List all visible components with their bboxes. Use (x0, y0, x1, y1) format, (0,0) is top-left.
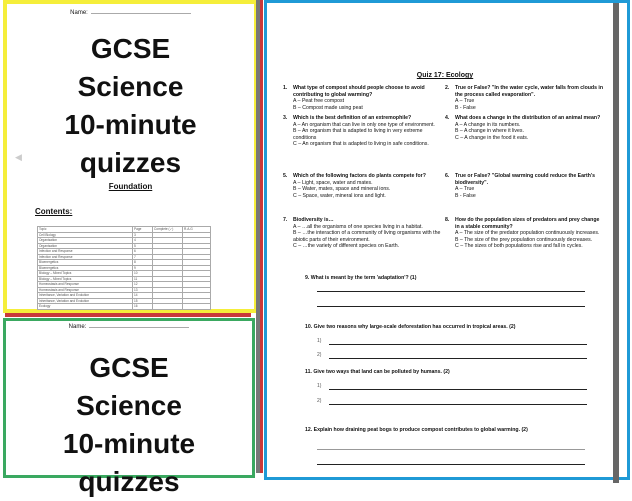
divider (5, 313, 251, 317)
answer-option: B – Water, mates, space and mineral ions. (293, 186, 391, 193)
answer-option: B – A change in where it lives. (455, 128, 524, 135)
quiz-page[interactable] (264, 0, 630, 480)
table-row: Inheritance, Variation and Evolution 15 (38, 298, 211, 304)
answer-option: A – True (455, 186, 475, 193)
answer-option: C – An organism that is adapted to living in safe conditions. (293, 141, 429, 148)
question-5: 5. Which of the following factors do plants compete for? A – Light, space, water and mates. B – Water, mates, space and mineral ions. C – Space, water, mineral ions and light. (293, 173, 443, 199)
table-row: Organisation 4 (38, 238, 211, 244)
contents-heading: Contents: (35, 207, 73, 216)
answer-option: A – An organism that can live in only one type of environment. (293, 121, 435, 128)
table-row: Biology – Mixed Topics 10 (38, 271, 211, 277)
question-11: 11. Give two ways that land can be polluted by humans. (2) (305, 369, 450, 375)
divider (260, 0, 263, 473)
answer-number: 2) (317, 352, 322, 358)
name-field: Name: (6, 324, 252, 330)
answer-option: A – Peat free compost (293, 98, 345, 105)
table-row: Ecology 16 (38, 304, 211, 310)
table-row: Bioenergetics 8 (38, 260, 211, 266)
table-row: Homeostasis and Response 12 (38, 282, 211, 288)
table-row: Homeostasis and Response 13 (38, 287, 211, 293)
cover-title: GCSE Science 10-minute quizzes (64, 33, 197, 178)
answer-option: A – True (455, 98, 475, 105)
question-9: 9. What is meant by the term 'adaptation'? (1) (305, 275, 417, 281)
answer-number: 1) (317, 383, 322, 389)
table-row: Cell Biology 3 (38, 232, 211, 238)
prev-arrow-icon[interactable]: ◀ (15, 152, 22, 162)
question-10: 10. Give two reasons why large-scale deforestation has occurred in tropical areas. (2) (305, 324, 516, 330)
answer-option: C – A change in the food it eats. (455, 134, 529, 141)
answer-option: C – …the variety of different species on Earth. (293, 243, 400, 250)
answer-option: B – An organism that is adapted to living in very extreme conditions (293, 128, 423, 141)
question-12: 12. Explain how draining peat bogs to produce compost contributes to global warming. (2) (305, 427, 528, 433)
table-row: Biology – Mixed Topics 11 (38, 276, 211, 282)
answer-option: A – …all the organisms of one species living in a habitat. (293, 223, 423, 230)
answer-option: B - False (455, 192, 476, 199)
answer-option: B – Compost made using peat (293, 104, 363, 111)
answer-option: C – The sizes of both populations rise and fall in cycles. (455, 243, 583, 250)
question-6: 6. True or False? "Global warming could reduce the Earth's biodiversity". A – True B - False (455, 173, 605, 199)
cover-page-foundation[interactable] (3, 0, 258, 313)
question-1: 1. What type of compost should people choose to avoid contributing to global warming? A – Peat free compost B – Compost made using peat (293, 85, 443, 111)
cover-title: GCSE Science 10-minute quizzes (62, 352, 196, 497)
table-row: Inheritance, Variation and Evolution 14 (38, 293, 211, 299)
answer-option: A – Light, space, water and mates. (293, 179, 373, 186)
answer-option: A – The size of the predator population continuously increases. (455, 230, 600, 237)
question-3: 3. Which is the best definition of an extremophile? A – An organism that can live in only one type of environment. B – An organism that is adapted to living in very extreme conditions C – An organism that is adapted to living in safe conditions. (293, 115, 443, 148)
answer-number: 2) (317, 398, 322, 404)
question-4: 4. What does a change in the distribution of an animal mean? A – A change in its numbers. B – A change in where it lives. C – A change in the food it eats. (455, 115, 605, 141)
answer-option: B - False (455, 104, 476, 111)
question-8: 8. How do the population sizes of predators and prey change in a stable community? A – The size of the predator population continuously increases. B – The size of the prey population continuously decreases. C – The sizes of both populations rise and fall in cycles. (455, 217, 605, 250)
question-7: 7. Biodiversity is… A – …all the organisms of one species living in a habitat. B – …the interaction of a community of living organisms with the abiotic parts of their environment. C – …the variety of different species on Earth. (293, 217, 443, 250)
quiz-title: Quiz 17: Ecology (416, 72, 474, 79)
cover-page-second[interactable] (3, 318, 255, 497)
contents-table: Topic Page Complete (✓) R.A.G Cell Biology 3 Organisation 4 Organisation 5 Infection and Response 6 Infection and Response 7 Bioenergetics 8 Bioenergetics 9 Biology – Mixed Topics 10 Biology – Mixed Topics 11 Homeostasis and Response 12 Homeostasis and Response 13 Inheritance, Variation and Evolution 14 Inheritance, Variation and Evolution 15 Ecology 16 (37, 226, 211, 310)
table-row: Bioenergetics 9 (38, 265, 211, 271)
name-field: Name: (7, 10, 254, 16)
table-row: Infection and Response 6 (38, 249, 211, 255)
table-row: Infection and Response 7 (38, 254, 211, 260)
question-2: 2. True or False? "In the water cycle, water falls from clouds in the process called evaporation". A – True B - False (445, 85, 604, 111)
answer-option: A – A change in its numbers. (455, 121, 521, 128)
answer-option: B – …the interaction of a community of living organisms with the abiotic parts of their environment. (293, 230, 441, 243)
table-row: Organisation 5 (38, 243, 211, 249)
level-label: Foundation (108, 182, 153, 191)
answer-option: B – The size of the prey population continuously decreases. (455, 236, 593, 243)
answer-number: 1) (317, 338, 322, 344)
answer-option: C – Space, water, mineral ions and light. (293, 192, 386, 199)
